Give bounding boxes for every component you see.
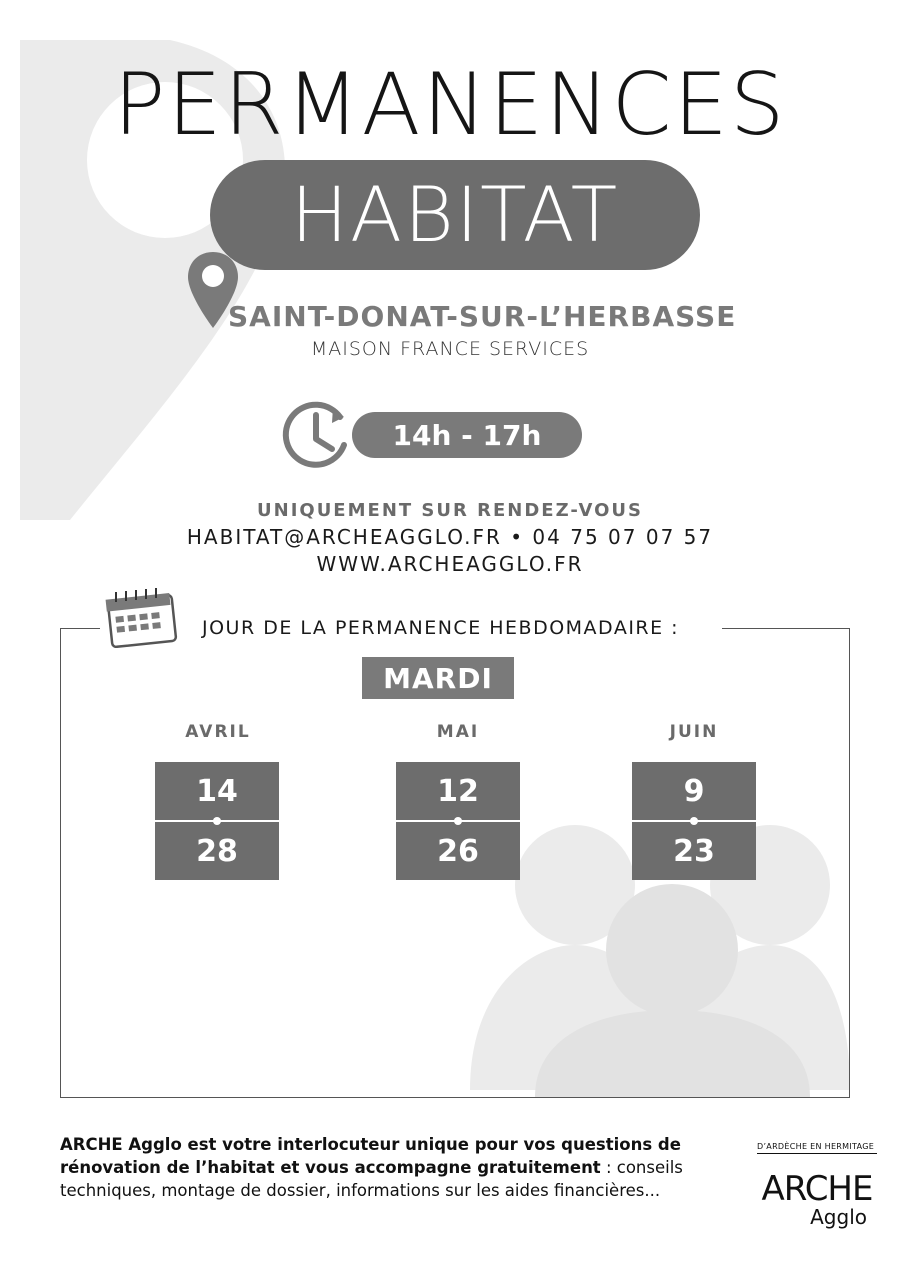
hours-badge [352, 412, 582, 458]
date-separator [396, 820, 520, 822]
habitat-banner [210, 160, 700, 270]
date-cell [396, 822, 520, 880]
date-cell [155, 822, 279, 880]
page-title: PERMANENCES [113, 55, 787, 155]
logo-name: ARCHE [761, 1169, 873, 1209]
date-separator [155, 820, 279, 822]
month-label: MAI [436, 722, 480, 742]
date-value: 23 [673, 833, 715, 869]
location-city: SAINT-DONAT-SUR-L’HERBASSE [228, 300, 737, 333]
date-value: 12 [437, 773, 479, 809]
date-column [155, 762, 279, 880]
location-venue: MAISON FRANCE SERVICES [310, 338, 590, 360]
day-name: MARDI [383, 661, 493, 695]
date-value: 28 [196, 833, 238, 869]
logo-tagline: D’ARDÈCHE EN HERMITAGE [757, 1142, 877, 1154]
frame-divider-right [722, 628, 850, 629]
date-cell [155, 762, 279, 820]
date-separator [632, 820, 756, 822]
habitat-title: HABITAT [290, 170, 620, 259]
footer-bold-text: ARCHE Agglo est votre interlocuteur unique pour vos questions de rénovation de l’habitat et vous accompagne gratuitement [60, 1135, 681, 1177]
date-cell [632, 762, 756, 820]
month-label: JUIN [669, 722, 719, 742]
day-badge [362, 657, 514, 699]
clock-icon [278, 395, 358, 475]
appointment-note: UNIQUEMENT SUR RENDEZ-VOUS [257, 500, 643, 521]
arche-agglo-logo [757, 1142, 877, 1242]
footer-normal-text: : conseils techniques, montage de dossier, informations sur les aides financières... [60, 1158, 683, 1200]
date-cell [396, 762, 520, 820]
hours-text: 14h - 17h [392, 418, 542, 452]
frame-divider-left [60, 628, 100, 629]
date-column [396, 762, 520, 880]
month-label: AVRIL [185, 722, 251, 742]
date-value: 9 [683, 773, 705, 809]
logo-sub: Agglo [810, 1205, 867, 1229]
date-cell [632, 822, 756, 880]
contact-email-phone[interactable]: HABITAT@ARCHEAGGLO.FR • 04 75 07 07 57 [186, 525, 714, 549]
weekly-label: JOUR DE LA PERMANENCE HEBDOMADAIRE : [202, 617, 680, 639]
website-link[interactable]: WWW.ARCHEAGGLO.FR [316, 552, 584, 576]
date-value: 26 [437, 833, 479, 869]
date-value: 14 [196, 773, 238, 809]
date-column [632, 762, 756, 880]
footer-description [60, 1133, 720, 1202]
calendar-icon [100, 588, 182, 648]
